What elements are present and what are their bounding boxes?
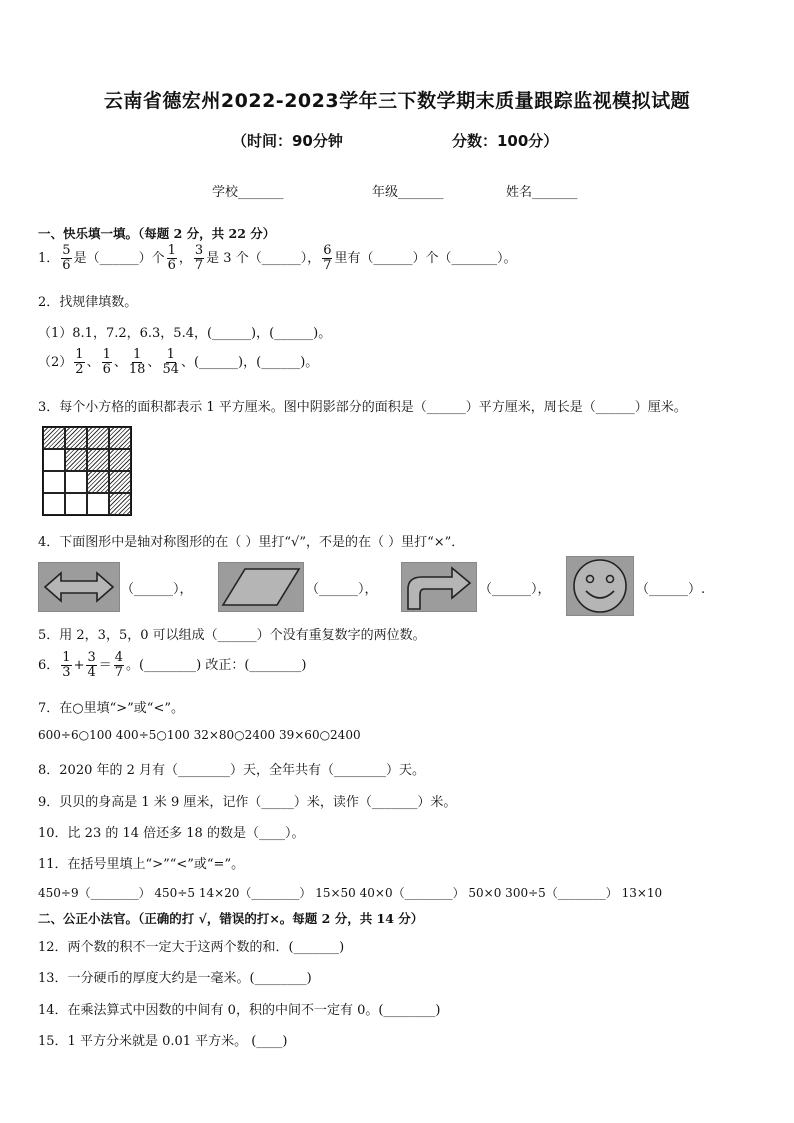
question-4: 4．下面图形中是轴对称图形的在（ ）里打“√”，不是的在（ ）里打“×”． (38, 535, 465, 550)
question-10: 10．比 23 的 14 倍还多 18 的数是（____）。 (38, 826, 305, 841)
shaded-cell (109, 427, 131, 449)
fraction: $\frac{1}{6}$ (167, 243, 176, 273)
question-15: 15．1 平方分米就是 0.01 平方米。 (____) (38, 1034, 288, 1049)
q4-blank-1[interactable]: （______）， (121, 582, 193, 597)
grade-field: 年级_______ (372, 185, 444, 200)
fraction: $\frac{4}{7}$ (114, 650, 124, 680)
shaded-cell (87, 449, 109, 471)
question-12: 12．两个数的积不一定大于这两个数的和．(_______) (38, 940, 345, 955)
question-9: 9．贝贝的身高是 1 米 9 厘米，记作（_____）米，读作（_______）米。 (38, 795, 457, 810)
grid-cell (87, 493, 109, 515)
question-2-part-1: （1）8.1，7.2，6.3，5.4，(______)，(______)。 (38, 326, 332, 341)
q4-blank-3[interactable]: （______）， (479, 582, 551, 597)
question-5: 5．用 2，3，5，0 可以组成（______）个没有重复数字的两位数。 (38, 628, 426, 643)
exam-score: 分数：100分） (452, 132, 559, 150)
question-1: 1． $\frac{5}{6}$ 是（______）个 $\frac{1}{6}$ ， $\frac{3}{7}$ 是 3 个（______）， $\frac{6}{7}$ 里有（______）个（_______）。 (38, 243, 517, 273)
double-arrow-icon (38, 562, 120, 612)
question-6: 6． $\frac{1}{3}$ + $\frac{3}{4}$ ＝ $\frac{4}{7}$ 。(________) 改正：(________) (38, 650, 307, 680)
q4-blank-4[interactable]: （______）. (636, 582, 706, 597)
fraction: $\frac{6}{7}$ (323, 243, 332, 273)
question-13: 13．一分硬币的厚度大约是一毫米。(________) (38, 971, 312, 986)
section-1-heading: 一、快乐填一填。（每题 2 分，共 22 分） (38, 226, 276, 241)
bent-arrow-icon (401, 562, 477, 612)
question-2-part-2: （2） $\frac{1}{2}$ 、 $\frac{1}{6}$ 、 $\frac{1}{18}$ 、 $\frac{1}{54}$ 、(______)，(______)。 (38, 347, 319, 377)
shaded-cell (65, 449, 87, 471)
grid-cell (43, 471, 65, 493)
fraction: $\frac{3}{4}$ (87, 650, 96, 680)
shaded-cell (43, 427, 65, 449)
fraction: $\frac{1}{3}$ (62, 650, 71, 680)
shaded-cell (65, 427, 87, 449)
question-14: 14．在乘法算式中因数的中间有 0，积的中间不一定有 0。(________) (38, 1003, 441, 1018)
exam-time: （时间：90分钟 (232, 132, 343, 150)
smiley-face-icon (566, 556, 634, 616)
name-field: 姓名_______ (506, 185, 578, 200)
fraction: $\frac{1}{2}$ (75, 347, 84, 377)
parallelogram-icon (218, 562, 304, 612)
question-11-items: 450÷9（________） 450÷5 14×20（________） 15×50 40×0（________） 50×0 300÷5（________） 13×10 (38, 886, 663, 900)
question-3: 3．每个小方格的面积都表示 1 平方厘米。图中阴影部分的面积是（______）平方厘米，周长是（______）厘米。 (38, 400, 687, 415)
fraction: $\frac{1}{54}$ (162, 347, 179, 377)
school-field: 学校_______ (212, 185, 284, 200)
fraction: $\frac{5}{6}$ (62, 243, 71, 273)
grid-cell (43, 449, 65, 471)
grid-cell (65, 493, 87, 515)
question-11: 11．在括号里填上“>”“<”或“=”。 (38, 857, 245, 872)
fraction: $\frac{1}{6}$ (102, 347, 111, 377)
shaded-cell (109, 493, 131, 515)
section-2-heading: 二、公正小法官。（正确的打 √，错误的打×。每题 2 分，共 14 分） (38, 911, 424, 926)
grid-cell (65, 471, 87, 493)
grid-cell (43, 493, 65, 515)
shaded-grid-figure (42, 426, 132, 516)
question-2: 2．找规律填数。 (38, 295, 138, 310)
fraction: $\frac{1}{18}$ (128, 347, 146, 377)
fraction: $\frac{3}{7}$ (194, 243, 204, 273)
question-7-items: 600÷6○100 400÷5○100 32×80○2400 39×60○2400 (38, 728, 361, 742)
shaded-cell (87, 427, 109, 449)
question-8: 8．2020 年的 2 月有（________）天，全年共有（________）天。 (38, 763, 426, 778)
page-title: 云南省德宏州2022-2023学年三下数学期末质量跟踪监视模拟试题 (103, 90, 691, 112)
shaded-cell (109, 449, 131, 471)
question-7: 7．在○里填“>”或“<”。 (38, 701, 184, 716)
shaded-cell (87, 471, 109, 493)
q4-blank-2[interactable]: （______）， (306, 582, 378, 597)
shaded-cell (109, 471, 131, 493)
